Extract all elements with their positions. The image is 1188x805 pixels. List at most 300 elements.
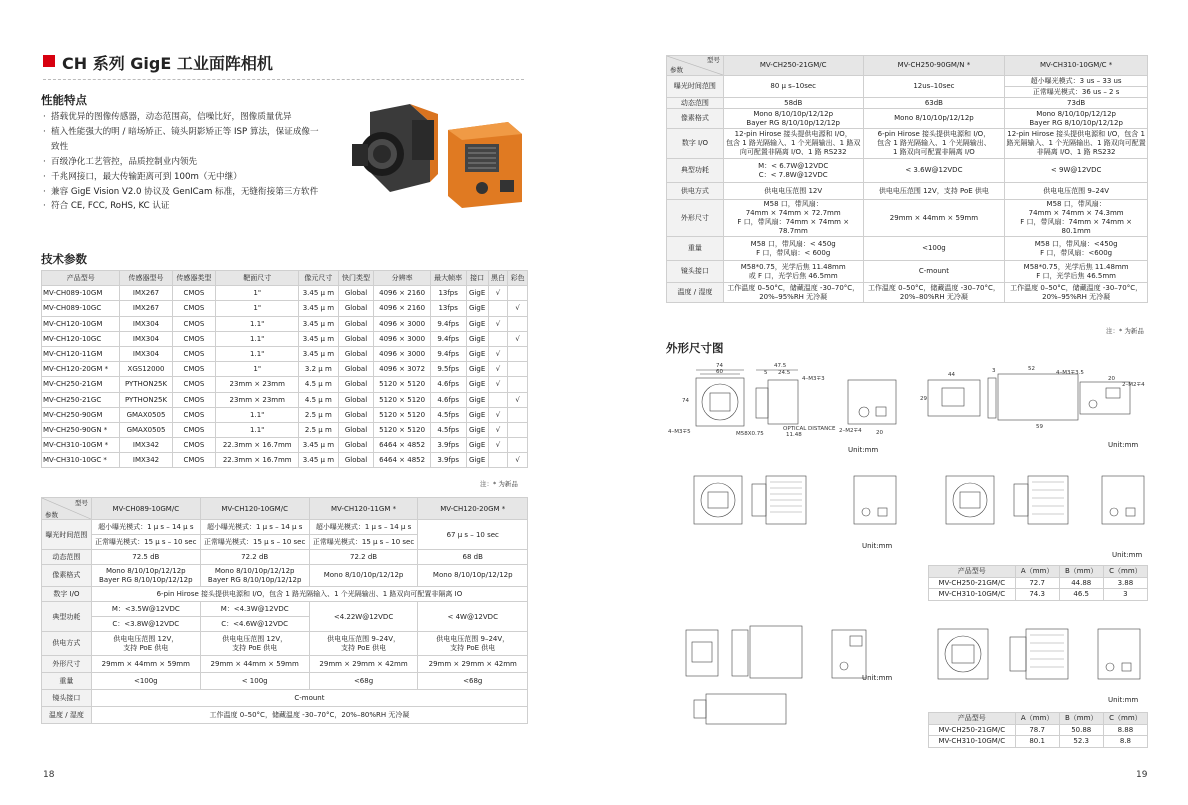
table-cell: 1" xyxy=(216,362,299,377)
model-cell: MV-CH120-10GC xyxy=(42,331,120,346)
table-row xyxy=(42,392,528,407)
col-header: 传感器型号 xyxy=(120,271,172,286)
feature-item: · 搭载优异的图像传感器，动态范围高，信噪比好，图像质量优异 xyxy=(41,110,321,125)
dimension-drawing-front-1 xyxy=(666,360,916,440)
table-cell: MV-CH310-10GM/C xyxy=(929,589,1016,601)
table-cell: 50.88 xyxy=(1059,724,1103,736)
corner-top-label: 型号 xyxy=(74,499,88,507)
table-cell: 78.7 xyxy=(1015,724,1059,736)
table-cell: 3.9fps xyxy=(430,453,466,468)
pixel-cell: Mono 8/10/10p/12/12p xyxy=(418,565,528,587)
table-cell: Global xyxy=(338,362,374,377)
row-label-dynamic: 动态范围 xyxy=(42,550,92,565)
table-cell: 4.5fps xyxy=(430,407,466,422)
dynamic-cell: 63dB xyxy=(863,98,1005,109)
feature-item: · 千兆网接口，最大传输距离可到 100m（无中继） xyxy=(41,170,321,185)
row-label-exposure: 曝光时间范围 xyxy=(42,520,92,550)
row-label-dynamic: 动态范围 xyxy=(667,98,724,109)
table-cell: Global xyxy=(338,286,374,301)
supply-line: 供电电压范围 9–24V， xyxy=(327,634,400,643)
table-cell: IMX267 xyxy=(120,286,172,301)
spec-table-header xyxy=(42,271,528,286)
io-cell xyxy=(863,129,1005,159)
table-cell: 4096 × 3072 xyxy=(374,362,430,377)
row-label-weight: 重量 xyxy=(667,237,724,261)
io-line: 1 路双向可配置非隔离 I/O xyxy=(892,148,975,156)
corner-top-label: 型号 xyxy=(706,56,720,64)
table-cell: √ xyxy=(488,422,508,437)
size-cell: 29mm × 44mm × 59mm xyxy=(91,656,200,673)
table-cell: Global xyxy=(338,346,374,361)
temp-line: 工作温度 0–50°C，储藏温度 -30–70°C， xyxy=(867,283,1000,292)
table-cell: GigE xyxy=(466,286,488,301)
table-cell: 9.4fps xyxy=(430,346,466,361)
io-line: 非隔离 I/O、1 路 RS232 xyxy=(1036,148,1116,156)
dim-label: 47.5 xyxy=(774,363,787,369)
table-cell: 22.3mm × 16.7mm xyxy=(216,438,299,453)
temp-cell xyxy=(863,283,1005,303)
table-cell: 13fps xyxy=(430,301,466,316)
io-line: 12-pin Hirose 接头提供电源和 I/O， xyxy=(734,130,852,138)
table-cell: 4096 × 2160 xyxy=(374,301,430,316)
dim-label: 52 xyxy=(1028,366,1035,372)
power-line: M：< 6.7W@12VDC xyxy=(758,161,829,170)
table-corner xyxy=(42,498,92,520)
weight-cell: <68g xyxy=(418,673,528,690)
table-row xyxy=(42,286,528,301)
table-cell: 4096 × 3000 xyxy=(374,316,430,331)
table-row xyxy=(42,377,528,392)
dim-label: 29 xyxy=(920,396,927,402)
weight-line: F 口，带风扇：<600g xyxy=(1040,248,1113,257)
param-footnote-right: 注：* 为新品 xyxy=(1106,327,1144,335)
row-label-pixel: 像素格式 xyxy=(667,109,724,129)
supply-cell xyxy=(200,632,309,656)
features-list xyxy=(41,110,321,214)
dim-label: 2–M2∓4 xyxy=(839,428,862,434)
table-cell xyxy=(488,301,508,316)
dynamic-cell: 73dB xyxy=(1005,98,1148,109)
model-header: MV-CH310-10GM/C * xyxy=(1005,56,1148,76)
table-cell: √ xyxy=(508,453,528,468)
supply-line: 支持 PoE 供电 xyxy=(123,643,169,652)
dims-heading: 外形尺寸图 xyxy=(666,341,724,355)
corner-bottom-label: 参数 xyxy=(45,511,58,519)
table-cell: √ xyxy=(508,331,528,346)
table-cell: CMOS xyxy=(172,362,216,377)
table-corner xyxy=(667,56,724,76)
table-cell: GigE xyxy=(466,301,488,316)
spec-footnote: 注：* 为新品 xyxy=(480,480,518,488)
page-number-right: 19 xyxy=(1136,770,1148,780)
io-cell: 6-pin Hirose 接头提供电源和 I/O，包含 1 路光隔输入、1 个光隔输出、1 路双向可配置非隔离 IO xyxy=(91,587,527,602)
temp-line: 工作温度 0–50°C，储藏温度 -30–70°C， xyxy=(1010,283,1143,292)
table-cell: CMOS xyxy=(172,331,216,346)
supply-cell: 供电电压范围 12V，支持 PoE 供电 xyxy=(863,183,1005,200)
dimension-drawing-fan-3 xyxy=(918,615,1148,700)
pixel-line: Mono 8/10/10p/12/12p xyxy=(214,566,295,575)
dim-label: 5 xyxy=(764,370,768,376)
table-row xyxy=(42,362,528,377)
io-line: 向可配置非隔离 I/O、1 路 RS232 xyxy=(739,148,847,156)
table-cell: GMAX0505 xyxy=(120,422,172,437)
spec-table-body xyxy=(42,286,528,468)
model-cell: MV-CH120-20GM * xyxy=(42,362,120,377)
table-cell: Global xyxy=(338,407,374,422)
table-cell: Global xyxy=(338,438,374,453)
table-cell xyxy=(508,407,528,422)
col-header: B（mm） xyxy=(1059,566,1103,578)
exposure-cell: 超小曝光模式：1 μ s – 14 μ s xyxy=(91,520,200,535)
table-cell: 3 xyxy=(1103,589,1147,601)
io-line: 路光隔输入、1 个光隔输出、1 路双向可配置 xyxy=(1006,139,1146,147)
table-cell: 80.1 xyxy=(1015,736,1059,748)
table-cell: IMX304 xyxy=(120,316,172,331)
table-cell: IMX304 xyxy=(120,346,172,361)
weight-cell: <100g xyxy=(91,673,200,690)
table-cell: IMX304 xyxy=(120,331,172,346)
dim-label: 44 xyxy=(948,372,955,378)
table-cell xyxy=(508,362,528,377)
dynamic-cell: 72.2 dB xyxy=(309,550,418,565)
table-cell: IMX267 xyxy=(120,301,172,316)
supply-line: 支持 PoE 供电 xyxy=(450,643,496,652)
col-header: 最大帧率 xyxy=(430,271,466,286)
table-cell: 4.6fps xyxy=(430,392,466,407)
table-cell: GigE xyxy=(466,377,488,392)
col-header: 产品型号 xyxy=(929,566,1016,578)
power-cell: < 9W@12VDC xyxy=(1005,159,1148,183)
pixel-cell: Mono 8/10/10p/12/12p xyxy=(309,565,418,587)
size-cell: 29mm × 44mm × 59mm xyxy=(863,200,1005,237)
table-cell: 23mm × 23mm xyxy=(216,377,299,392)
supply-cell xyxy=(91,632,200,656)
table-cell: GMAX0505 xyxy=(120,407,172,422)
table-cell: 3.9fps xyxy=(430,438,466,453)
pixel-line: Bayer RG 8/10/10p/12/12p xyxy=(99,575,193,584)
exposure-cell: 80 μ s–10sec xyxy=(723,76,863,98)
table-cell: √ xyxy=(508,301,528,316)
dim-label: 11.48 xyxy=(786,432,802,438)
dim-label: M58X0.75 xyxy=(736,431,764,437)
table-cell: 3.45 μ m xyxy=(299,346,339,361)
row-label-pixel: 像素格式 xyxy=(42,565,92,587)
table-cell: MV-CH250-21GM/C xyxy=(929,724,1016,736)
model-cell: MV-CH089-10GC xyxy=(42,301,120,316)
power-cell: <4.22W@12VDC xyxy=(309,602,418,632)
feature-item: · 兼容 GigE Vision V2.0 协议及 GenICam 标准，无缝衔接第三方软件 xyxy=(41,185,321,200)
param-table-right xyxy=(666,55,1148,303)
pixel-cell xyxy=(1005,109,1148,129)
pixel-line: Bayer RG 8/10/10p/12/12p xyxy=(207,575,302,584)
supply-line: 支持 PoE 供电 xyxy=(232,643,278,652)
table-cell: √ xyxy=(488,362,508,377)
lens-cell xyxy=(1005,261,1148,283)
row-label-supply: 供电方式 xyxy=(667,183,724,200)
dim-label: 74 xyxy=(716,363,723,369)
table-cell: 4.5 μ m xyxy=(299,392,339,407)
weight-line: M58 口，带风扇：<450g xyxy=(1034,239,1118,248)
weight-line: M58 口，带风扇：< 450g xyxy=(750,239,836,248)
table-cell xyxy=(488,331,508,346)
size-cell: 29mm × 29mm × 42mm xyxy=(418,656,528,673)
supply-line: 供电电压范围 12V， xyxy=(113,634,179,643)
table-cell xyxy=(488,453,508,468)
table-cell: MV-CH310-10GM/C xyxy=(929,736,1016,748)
table-cell: 52.3 xyxy=(1059,736,1103,748)
table-cell: GigE xyxy=(466,422,488,437)
size-cell: 29mm × 29mm × 42mm xyxy=(309,656,418,673)
table-cell: 1.1" xyxy=(216,331,299,346)
row-label-lens: 镜头接口 xyxy=(667,261,724,283)
col-header: 像元尺寸 xyxy=(299,271,339,286)
unit-label: Unit:mm xyxy=(1112,551,1143,559)
model-cell: MV-CH310-10GM * xyxy=(42,438,120,453)
row-label-power: 典型功耗 xyxy=(667,159,724,183)
model-cell: MV-CH120-11GM xyxy=(42,346,120,361)
power-cell: C：<3.8W@12VDC xyxy=(91,617,200,632)
pixel-line: Mono 8/10/10p/12/12p xyxy=(1036,109,1116,118)
exposure-cell: 12us–10sec xyxy=(863,76,1005,98)
row-label-io: 数字 I/O xyxy=(42,587,92,602)
table-cell: 3.45 μ m xyxy=(299,301,339,316)
size-line: F 口，带风扇：74mm × 74mm × 78.7mm xyxy=(737,218,850,235)
table-cell: 5120 × 5120 xyxy=(374,377,430,392)
table-cell: 23mm × 23mm xyxy=(216,392,299,407)
corner-bottom-label: 参数 xyxy=(670,66,683,74)
table-cell: 4.5 μ m xyxy=(299,377,339,392)
io-line: 12-pin Hirose 接头提供电源和 I/O，包含 1 xyxy=(1007,130,1145,138)
io-cell xyxy=(723,129,863,159)
pixel-line: Bayer RG 8/10/10p/12/12p xyxy=(746,118,840,127)
power-cell: M：<3.5W@12VDC xyxy=(91,602,200,617)
table-cell: 1.1" xyxy=(216,346,299,361)
power-line: C：< 7.8W@12VDC xyxy=(758,170,828,179)
table-cell: CMOS xyxy=(172,346,216,361)
col-header: B（mm） xyxy=(1059,713,1103,725)
table-cell: 1.1" xyxy=(216,316,299,331)
power-cell: < 3.6W@12VDC xyxy=(863,159,1005,183)
table-cell: 5120 × 5120 xyxy=(374,422,430,437)
table-cell: 3.45 μ m xyxy=(299,453,339,468)
table-cell: CMOS xyxy=(172,316,216,331)
io-line: 包含 1 路光隔输入、1 个光隔输出、1 路双 xyxy=(726,139,861,147)
table-cell: √ xyxy=(488,377,508,392)
lens-cell xyxy=(723,261,863,283)
size-cell xyxy=(723,200,863,237)
table-cell: √ xyxy=(488,407,508,422)
table-cell: 5120 × 5120 xyxy=(374,407,430,422)
table-cell: 5120 × 5120 xyxy=(374,392,430,407)
table-cell: 46.5 xyxy=(1059,589,1103,601)
table-cell: 9.4fps xyxy=(430,316,466,331)
col-header: 彩色 xyxy=(508,271,528,286)
table-cell: √ xyxy=(488,346,508,361)
table-cell: CMOS xyxy=(172,377,216,392)
io-cell xyxy=(1005,129,1148,159)
unit-label: Unit:mm xyxy=(848,446,879,454)
size-line: F 口，带风扇：74mm × 74mm × 80.1mm xyxy=(1020,218,1132,235)
weight-cell: <100g xyxy=(863,237,1005,261)
dim-label: 3 xyxy=(992,368,996,374)
table-row xyxy=(42,422,528,437)
table-cell: 1.1" xyxy=(216,407,299,422)
dim-label: 4–M3∓3.5 xyxy=(1056,370,1084,376)
table-cell: 2.5 μ m xyxy=(299,407,339,422)
col-header: 产品型号 xyxy=(929,713,1016,725)
title-marker xyxy=(43,55,55,67)
table-cell: IMX342 xyxy=(120,438,172,453)
table-cell: 4096 × 3000 xyxy=(374,331,430,346)
col-header: C（mm） xyxy=(1103,566,1147,578)
col-header: A（mm） xyxy=(1015,566,1059,578)
table-cell: CMOS xyxy=(172,422,216,437)
model-header: MV-CH089-10GM/C xyxy=(91,498,200,520)
dynamic-cell: 58dB xyxy=(723,98,863,109)
dimension-drawing-fan-1 xyxy=(666,462,916,547)
model-cell: MV-CH089-10GM xyxy=(42,286,120,301)
dim-label: 60 xyxy=(716,369,723,375)
exposure-cell: 67 μ s – 10 sec xyxy=(418,520,528,550)
table-cell: 4.5fps xyxy=(430,422,466,437)
exposure-cell: 正常曝光模式：15 μ s – 10 sec xyxy=(309,535,418,550)
table-cell: 13fps xyxy=(430,286,466,301)
model-header: MV-CH120-11GM * xyxy=(309,498,418,520)
table-cell: CMOS xyxy=(172,286,216,301)
dim-table-1 xyxy=(928,565,1148,601)
table-row xyxy=(42,331,528,346)
size-line: 74mm × 74mm × 74.3mm xyxy=(1028,209,1124,217)
temp-cell xyxy=(723,283,863,303)
feature-item: · 植入性能强大的明 / 暗场矫正、镜头阴影矫正等 ISP 算法，保证成像一致性 xyxy=(41,125,321,155)
pixel-line: Bayer RG 8/10/10p/12/12p xyxy=(1029,118,1123,127)
temp-cell: 工作温度 0–50°C，储藏温度 -30–70°C，20%–80%RH 无冷凝 xyxy=(91,707,527,724)
col-header: 靶面尺寸 xyxy=(216,271,299,286)
pixel-line: Mono 8/10/10p/12/12p xyxy=(105,566,186,575)
dim-label: OPTICAL DISTANCE xyxy=(783,426,836,432)
exposure-cell: 超小曝光模式：3 us – 33 us xyxy=(1005,76,1148,87)
table-cell: 8.88 xyxy=(1103,724,1147,736)
col-header: A（mm） xyxy=(1015,713,1059,725)
specs-heading: 技术参数 xyxy=(41,252,87,266)
temp-cell xyxy=(1005,283,1148,303)
weight-cell: < 100g xyxy=(200,673,309,690)
io-line: 包含 1 路光隔输入、1 个光隔输出、 xyxy=(877,139,991,147)
dim-label: 59 xyxy=(1036,424,1043,430)
lens-line: F 口，光学后焦 46.5mm xyxy=(1036,271,1116,280)
table-cell: 3.45 μ m xyxy=(299,331,339,346)
supply-cell xyxy=(309,632,418,656)
table-cell: 9.5fps xyxy=(430,362,466,377)
row-label-temp: 温度 / 湿度 xyxy=(667,283,724,303)
table-cell xyxy=(508,316,528,331)
table-cell xyxy=(508,377,528,392)
table-cell: GigE xyxy=(466,392,488,407)
table-cell: 2.5 μ m xyxy=(299,422,339,437)
table-cell: √ xyxy=(508,392,528,407)
table-cell: GigE xyxy=(466,438,488,453)
model-cell: MV-CH310-10GC * xyxy=(42,453,120,468)
table-cell: 22.3mm × 16.7mm xyxy=(216,453,299,468)
table-cell xyxy=(508,346,528,361)
exposure-cell: 正常曝光模式：36 us – 2 s xyxy=(1005,87,1148,98)
table-cell: 6464 × 4852 xyxy=(374,453,430,468)
table-cell xyxy=(508,286,528,301)
col-header: 分辨率 xyxy=(374,271,430,286)
model-cell: MV-CH250-21GM xyxy=(42,377,120,392)
pixel-cell xyxy=(91,565,200,587)
table-cell: 1" xyxy=(216,286,299,301)
dim-label: 20 xyxy=(1108,376,1115,382)
power-cell: C：<4.6W@12VDC xyxy=(200,617,309,632)
supply-cell: 供电电压范围 12V xyxy=(723,183,863,200)
dynamic-cell: 72.2 dB xyxy=(200,550,309,565)
model-header: MV-CH120-20GM * xyxy=(418,498,528,520)
size-line: M58 口，带风扇： xyxy=(1046,200,1106,208)
table-cell: 44.88 xyxy=(1059,577,1103,589)
table-cell: GigE xyxy=(466,316,488,331)
unit-label: Unit:mm xyxy=(1108,441,1139,449)
table-cell: CMOS xyxy=(172,453,216,468)
row-label-lens: 镜头接口 xyxy=(42,690,92,707)
table-cell: Global xyxy=(338,316,374,331)
table-row xyxy=(42,316,528,331)
table-cell: CMOS xyxy=(172,407,216,422)
size-line: M58 口，带风扇： xyxy=(763,200,823,208)
row-label-temp: 温度 / 湿度 xyxy=(42,707,92,724)
table-cell: 4096 × 3000 xyxy=(374,346,430,361)
model-cell: MV-CH250-90GM xyxy=(42,407,120,422)
table-cell: CMOS xyxy=(172,392,216,407)
table-row xyxy=(42,407,528,422)
row-label-size: 外形尺寸 xyxy=(42,656,92,673)
io-line: 6-pin Hirose 接头提供电源和 I/O， xyxy=(877,130,991,138)
unit-label: Unit:mm xyxy=(1108,696,1139,704)
weight-cell: <68g xyxy=(309,673,418,690)
table-cell: 1.1" xyxy=(216,422,299,437)
table-cell xyxy=(508,438,528,453)
row-label-power: 典型功耗 xyxy=(42,602,92,632)
camera-product-photo xyxy=(330,92,525,212)
pixel-line: Mono 8/10/10p/12/12p xyxy=(753,109,834,118)
dim-label: 20 xyxy=(876,430,883,436)
model-header: MV-CH120-10GM/C xyxy=(200,498,309,520)
dim-label: 2–M2∓4 xyxy=(1122,382,1145,388)
pixel-cell: Mono 8/10/10p/12/12p xyxy=(863,109,1005,129)
model-cell: MV-CH250-90GN * xyxy=(42,422,120,437)
temp-line: 20%–80%RH 无冷凝 xyxy=(899,292,968,301)
table-cell: Global xyxy=(338,301,374,316)
table-cell: PYTHON25K xyxy=(120,392,172,407)
exposure-cell: 超小曝光模式：1 μ s – 14 μ s xyxy=(200,520,309,535)
table-cell: Global xyxy=(338,453,374,468)
dynamic-cell: 68 dB xyxy=(418,550,528,565)
lens-cell: C-mount xyxy=(863,261,1005,283)
size-cell xyxy=(1005,200,1148,237)
table-cell: GigE xyxy=(466,346,488,361)
unit-label: Unit:mm xyxy=(862,674,893,682)
table-cell: IMX342 xyxy=(120,453,172,468)
table-cell: GigE xyxy=(466,362,488,377)
size-line: 74mm × 74mm × 72.7mm xyxy=(745,209,841,217)
feature-item: · 符合 CE, FCC, RoHS, KC 认证 xyxy=(41,199,321,214)
features-heading: 性能特点 xyxy=(41,93,87,107)
exposure-cell: 正常曝光模式：15 μ s – 10 sec xyxy=(91,535,200,550)
model-cell: MV-CH120-10GM xyxy=(42,316,120,331)
table-row xyxy=(42,438,528,453)
table-row xyxy=(42,453,528,468)
pixel-cell xyxy=(723,109,863,129)
